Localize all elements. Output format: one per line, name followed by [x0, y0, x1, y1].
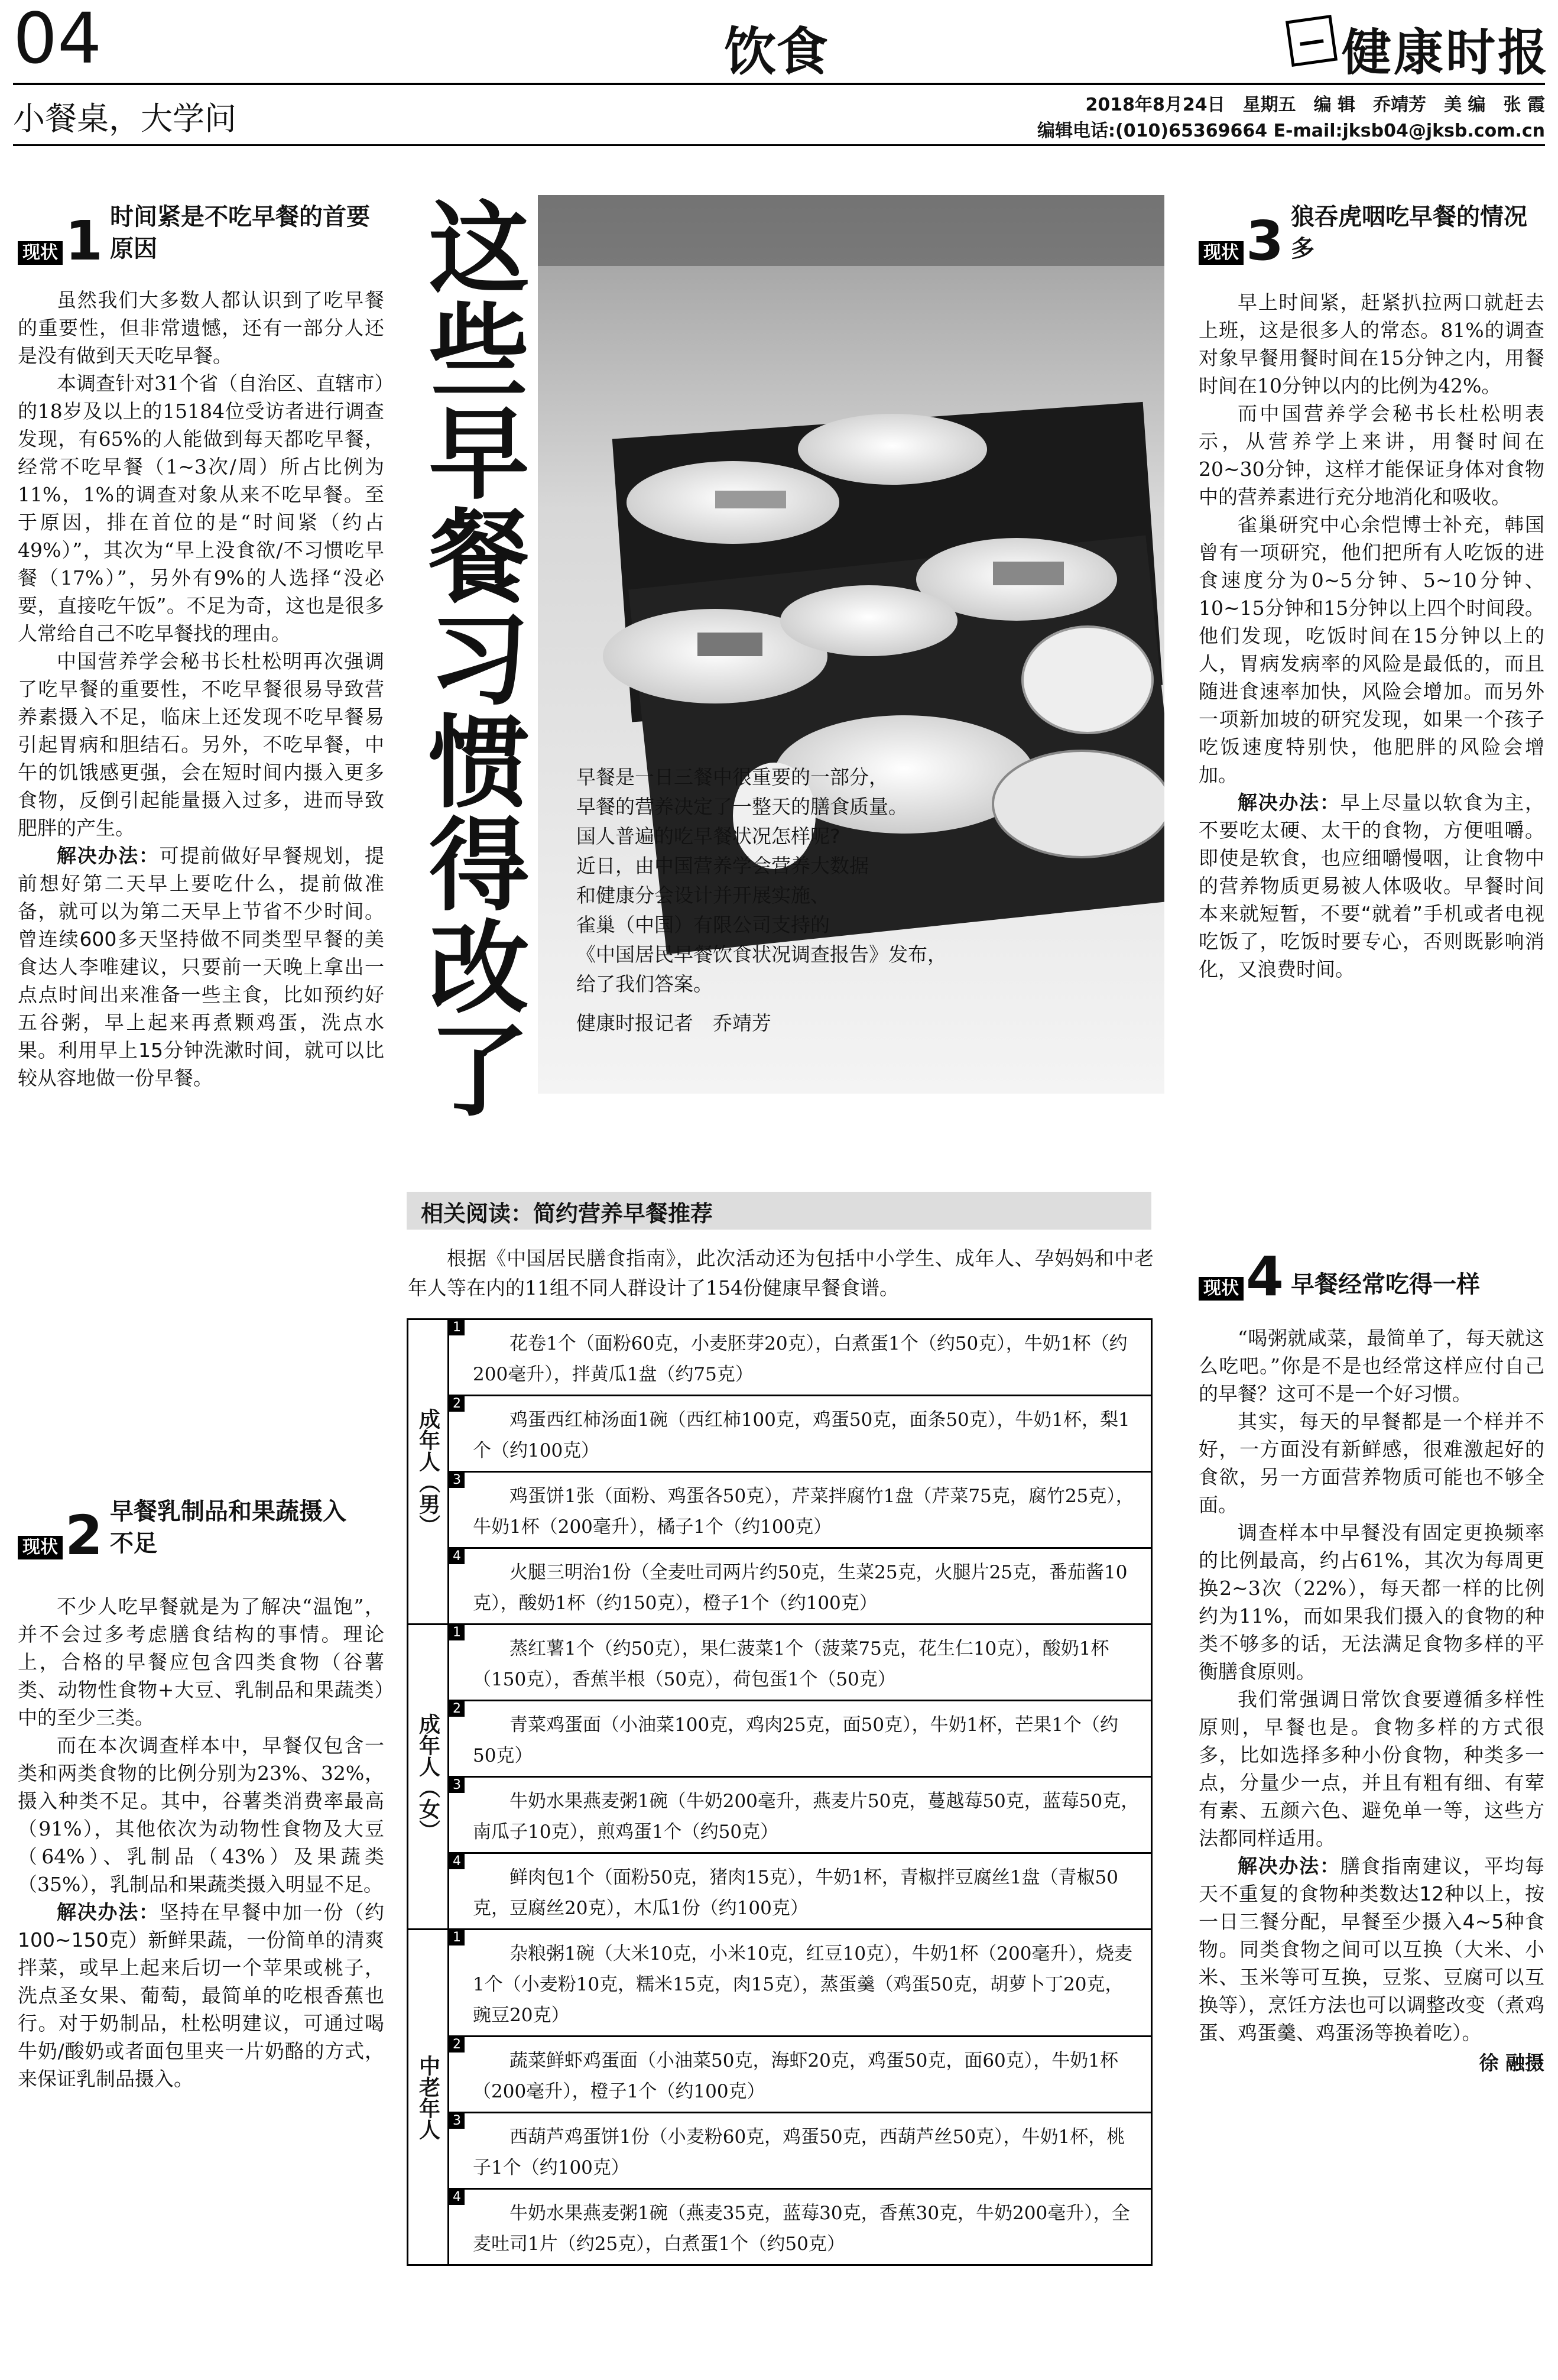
section-body — [1199, 288, 1544, 983]
section-number: 4 — [1246, 1245, 1284, 1308]
headline: 这些早餐习惯得改了 — [411, 195, 528, 1121]
item-index: 1 — [449, 1930, 465, 1945]
paragraph: 雀巢研究中心余恺博士补充，韩国曾有一项研究，他们把所有人吃饭的进食速度分为0~5分钟、5~10分钟、10~15分钟和15分钟以上四个时间段。他们发现，吃饭时间在15分钟以上的人，胃病发病率的风险是最低的，而且随进食速率加快，风险会增加。而另外一项新加坡的研究发现，如果一个孩子吃饭速度特别快，他肥胖的风险会增加。 — [1199, 513, 1544, 786]
menu-item — [449, 1930, 1152, 2037]
menu-item-text: 火腿三明治1份（全麦吐司两片约50克，生菜25克，火腿片25克，番茄酱10克），酸奶1杯（约150克），橙子1个（约100克） — [473, 1562, 1128, 1614]
intro-line: 给了我们答案。 — [576, 972, 713, 996]
section-number: 2 — [65, 1504, 103, 1567]
intro-line: 和健康分会设计并开展实施、 — [576, 884, 830, 907]
paragraph: 本调查针对31个省（自治区、直辖市）的18岁及以上的15184位受访者进行调查发现，有65%的人能做到每天都吃早餐，经常不吃早餐（1~3次/周）所占比例为11%，1%的调查对象从来不吃早餐。至于原因，排在首位的是“时间紧（约占49%）”，其次为“早上没食欲/不习惯吃早餐（17%）”，另外有9%的人选择“没必要，直接吃午饭”。不足为奇，这也是很多人常给自己不吃早餐找的理由。 — [18, 372, 384, 645]
menu-item-text: 西葫芦鸡蛋饼1份（小麦粉60克，鸡蛋50克，西葫芦丝50克），牛奶1杯，桃子1个（约100克） — [473, 2126, 1125, 2178]
solution-label: 解决办法： — [57, 844, 160, 867]
solution-label: 解决办法： — [1238, 791, 1340, 814]
intro-line: 雀巢（中国）有限公司支持的 — [576, 913, 830, 936]
section-body — [1199, 1324, 1544, 2077]
table-row — [408, 1396, 1152, 1472]
menu-item — [449, 1319, 1152, 1396]
table-row — [408, 2113, 1152, 2189]
paragraph: “喝粥就咸菜，最简单了，每天就这么吃吧。”你是不是也经常这样应付自己的早餐？这可不是一个好习惯。 — [1199, 1327, 1544, 1405]
group-label: 成年人（女） — [408, 1625, 449, 1930]
item-index: 2 — [449, 1701, 465, 1717]
section-1-head — [18, 201, 384, 273]
group-label: 成年人（男） — [408, 1319, 449, 1625]
menu-item — [449, 2113, 1152, 2189]
table-row — [408, 1472, 1152, 1548]
paragraph: 而中国营养学会秘书长杜松明表示，从营养学上来讲，用餐时间在20~30分钟，这样才能保证身体对食物中的营养素进行充分地消化和吸收。 — [1199, 402, 1544, 508]
breakfast-menu-table — [407, 1318, 1153, 2266]
page-number: 04 — [13, 0, 102, 79]
paragraph: 调查样本中早餐没有固定更换频率的比例最高，约占61%，其次为每周更换2~3次（22%），每天都一样的比例约为11%，而如果我们摄入的食物的种类不够多的话，无法满足食物多样的平衡膳食原则。 — [1199, 1521, 1544, 1683]
intro-caption — [576, 763, 1090, 1038]
header-rule-bottom — [13, 144, 1545, 146]
section-title: 饮食 — [724, 21, 829, 82]
table-row — [408, 2189, 1152, 2265]
solution-label: 解决办法： — [1238, 1854, 1340, 1878]
menu-item-text: 鲜肉包1个（面粉50克，猪肉15克），牛奶1杯，青椒拌豆腐丝1盘（青椒50克，豆腐丝20克），木瓜1份（约100克） — [473, 1867, 1119, 1919]
item-index: 3 — [449, 1473, 465, 1488]
item-index: 1 — [449, 1625, 465, 1640]
byline: 健康时报记者 乔靖芳 — [576, 1011, 771, 1035]
status-badge: 现状 — [1199, 241, 1244, 265]
intro-line: 近日，由中国营养学会营养大数据 — [576, 854, 869, 877]
item-index: 4 — [449, 1549, 465, 1564]
intro-line: 早餐是一日三餐中很重要的一部分， — [576, 766, 888, 789]
solution — [18, 842, 384, 1092]
item-index: 4 — [449, 1854, 465, 1869]
section-body — [18, 1593, 384, 2093]
paragraph: 虽然我们大多数人都认识到了吃早餐的重要性，但非常遗憾，还有一部分人还是没有做到天天吃早餐。 — [18, 288, 384, 367]
solution-text: 膳食指南建议，平均每天不重复的食物种类数达12种以上，按一日三餐分配，早餐至少摄入4~5种食物。同类食物之间可以互换（大米、小米、玉米等可互换，豆浆、豆腐可以互换等），烹饪方法也可以调整改变（煮鸡蛋、鸡蛋羹、鸡蛋汤等换着吃）。 — [1199, 1854, 1545, 2044]
table-row — [408, 1548, 1152, 1625]
table-row — [408, 1930, 1152, 2037]
section-2 — [18, 1496, 384, 2093]
menu-item — [449, 1396, 1152, 1472]
section-title: 时间紧是不吃早餐的首要原因 — [110, 203, 371, 262]
solution — [1199, 1852, 1544, 2047]
newspaper-logo-icon — [1286, 15, 1338, 67]
menu-item — [449, 1548, 1152, 1625]
section-3-head — [1199, 201, 1544, 273]
solution — [18, 1898, 384, 2093]
section-title: 狼吞虎咽吃早餐的情况多 — [1291, 203, 1528, 262]
menu-item-text: 牛奶水果燕麦粥1碗（燕麦35克，蓝莓30克，香蕉30克，牛奶200毫升），全麦吐司1片（约25克），白煮蛋1个（约50克） — [473, 2203, 1130, 2255]
section-body — [18, 286, 384, 1092]
paragraph: 早上时间紧，赶紧扒拉两口就赶去上班，这是很多人的常态。81%的调查对象早餐用餐时间在15分钟之内，用餐时间在10分钟以内的比例为42%。 — [1199, 291, 1544, 397]
menu-item — [449, 1472, 1152, 1548]
table-row — [408, 1625, 1152, 1701]
section-number: 3 — [1246, 209, 1284, 273]
intro-line: 国人普遍的吃早餐状况怎样呢? — [576, 825, 840, 848]
group-label: 中老年人 — [408, 1930, 449, 2265]
item-index: 4 — [449, 2190, 465, 2205]
section-title: 早餐经常吃得一样 — [1291, 1271, 1481, 1298]
issue-meta: 2018年8月24日 星期五 编 辑 乔靖芳 美 编 张 霞 — [1085, 95, 1545, 115]
paragraph: 中国营养学会秘书长杜松明再次强调了吃早餐的重要性，不吃早餐很易导致营养素摄入不足，临床上还发现不吃早餐易引起胃病和胆结石。另外，不吃早餐，中午的饥饿感更强，会在短时间内摄入更多食物，反倒引起能量摄入过多，进而导致肥胖的产生。 — [18, 650, 384, 839]
menu-item — [449, 1701, 1152, 1777]
menu-item-text: 蒸红薯1个（约50克），果仁菠菜1个（菠菜75克，花生仁10克），酸奶1杯（150克），香蕉半根（50克），荷包蛋1个（50克） — [473, 1638, 1109, 1690]
solution-label: 解决办法： — [57, 1901, 160, 1924]
menu-item — [449, 1625, 1152, 1701]
table-row — [408, 2037, 1152, 2113]
menu-item — [449, 1853, 1152, 1930]
solution — [1199, 789, 1544, 983]
section-3 — [1199, 201, 1544, 983]
item-index: 2 — [449, 1396, 465, 1412]
intro-line: 《中国居民早餐饮食状况调查报告》发布， — [576, 943, 947, 966]
newspaper-brand: 健康时报 — [1342, 24, 1550, 82]
solution-text: 坚持在早餐中加一份（约100~150克）新鲜果蔬，一份简单的清爽拌菜，或早上起来后切一个苹果或桃子，洗点圣女果、葡萄，最简单的吃根香蕉也行。对于奶制品，杜松明建议，可通过喝牛奶/酸奶或者面包里夹一片奶酪的方式，来保证乳制品摄入。 — [18, 1901, 385, 2090]
menu-item-text: 杂粮粥1碗（大米10克，小米10克，红豆10克），牛奶1杯（200毫升），烧麦1个（小麦粉10克，糯米15克，肉15克），蒸蛋羹（鸡蛋50克，胡萝卜丁20克，豌豆20克） — [473, 1943, 1132, 2026]
menu-item-text: 花卷1个（面粉60克，小麦胚芽20克），白煮蛋1个（约50克），牛奶1杯（约200毫升），拌黄瓜1盘（约75克） — [473, 1333, 1128, 1385]
menu-item — [449, 2037, 1152, 2113]
item-index: 1 — [449, 1320, 465, 1335]
item-index: 2 — [449, 2037, 465, 2052]
related-title: 相关阅读：简约营养早餐推荐 — [421, 1201, 713, 1227]
status-badge: 现状 — [1199, 1277, 1244, 1301]
header-rule — [13, 83, 1545, 85]
menu-item-text: 蔬菜鲜虾鸡蛋面（小油菜50克，海虾20克，鸡蛋50克，面60克），牛奶1杯（200毫升），橙子1个（约100克） — [473, 2050, 1119, 2102]
table-row — [408, 1853, 1152, 1930]
photo-credit: 徐 融摄 — [1479, 2051, 1544, 2074]
menu-item-text: 牛奶水果燕麦粥1碗（牛奶200毫升，燕麦片50克，蔓越莓50克，蓝莓50克，南瓜子10克），煎鸡蛋1个（约50克） — [473, 1791, 1140, 1843]
menu-item — [449, 1777, 1152, 1853]
page-subtitle: 小餐桌，大学问 — [13, 100, 236, 137]
solution-text: 可提前做好早餐规划，提前想好第二天早上要吃什么，提前做准备，就可以为第二天早上节省不少时间。曾连续600多天坚持做不同类型早餐的美食达人李唯建议，只要前一天晚上拿出一点点时间出来准备一些主食，比如预约好五谷粥，早上起来再煮颗鸡蛋，洗点水果。利用早上15分钟洗漱时间，就可以比较从容地做一份早餐。 — [18, 844, 385, 1090]
paragraph: 我们常强调日常饮食要遵循多样性原则，早餐也是。食物多样的方式很多，比如选择多种小份食物，种类多一点，分量少一点，并且有粗有细、有荤有素、五颜六色、避免单一等，这些方法都同样适用。 — [1199, 1688, 1544, 1850]
paragraph: 不少人吃早餐就是为了解决“温饱”，并不会过多考虑膳食结构的事情。理论上，合格的早餐应包含四类食物（谷薯类、动物性食物+大豆、乳制品和果蔬类）中的至少三类。 — [18, 1595, 384, 1729]
section-number: 1 — [65, 209, 103, 273]
status-badge: 现状 — [18, 241, 63, 265]
table-row — [408, 1777, 1152, 1853]
menu-item-text: 鸡蛋饼1张（面粉、鸡蛋各50克），芹菜拌腐竹1盘（芹菜75克，腐竹25克），牛奶1杯（200毫升），橘子1个（约100克） — [473, 1486, 1134, 1538]
item-index: 3 — [449, 2113, 465, 2129]
section-2-head — [18, 1496, 384, 1567]
paragraph: 而在本次调查样本中，早餐仅包含一类和两类食物的比例分别为23%、32%，摄入种类不足。其中，谷薯类消费率最高（91%），其他依次为动物性食物及大豆（64%）、乳制品（43%）及果蔬类（35%），乳制品和果蔬类摄入明显不足。 — [18, 1734, 384, 1896]
editor-contact: 编辑电话:(010)65369664 E-mail:jksb04@jksb.com.cn — [1037, 121, 1545, 141]
section-4 — [1199, 1245, 1545, 2077]
menu-item — [449, 2189, 1152, 2265]
menu-item-text: 青菜鸡蛋面（小油菜100克，鸡肉25克，面50克），牛奶1杯，芒果1个（约50克） — [473, 1714, 1119, 1766]
intro-line: 早餐的营养决定了一整天的膳食质量。 — [576, 795, 908, 818]
item-index: 3 — [449, 1778, 465, 1793]
table-row — [408, 1701, 1152, 1777]
section-1 — [18, 201, 384, 1092]
section-4-head — [1199, 1245, 1544, 1308]
menu-item-text: 鸡蛋西红柿汤面1碗（西红柿100克，鸡蛋50克，面条50克），牛奶1杯，梨1个（约100克） — [473, 1409, 1130, 1461]
section-title: 早餐乳制品和果蔬摄入不足 — [110, 1498, 347, 1557]
solution-text: 早上尽量以软食为主，不要吃太硬、太干的食物，方便咀嚼。即使是软食，也应细嚼慢咽，让食物中的营养物质更易被人体吸收。早餐时间本来就短暂，不要“就着”手机或者电视吃饭了，吃饭时要专心，否则既影响消化，又浪费时间。 — [1199, 791, 1545, 981]
status-badge: 现状 — [18, 1536, 63, 1559]
table-row — [408, 1319, 1152, 1396]
related-intro: 根据《中国居民膳食指南》，此次活动还为包括中小学生、成年人、孕妈妈和中老年人等在内的11组不同人群设计了154份健康早餐食谱。 — [408, 1247, 1154, 1299]
paragraph: 其实，每天的早餐都是一个样并不好，一方面没有新鲜感，很难激起好的食欲，另一方面营养物质可能也不够全面。 — [1199, 1410, 1544, 1516]
